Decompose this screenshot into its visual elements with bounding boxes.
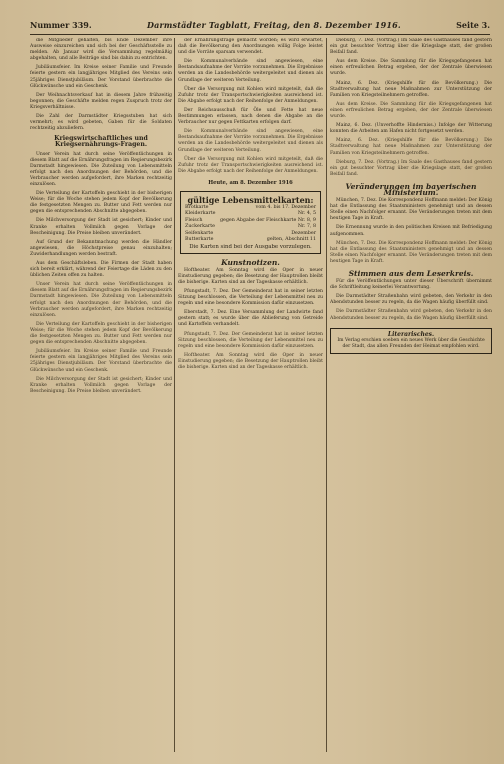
- article-paragraph: Die Verteilung der Kartoffeln geschieht in der bisherigen Weise; für die Woche stehen jedem Kopf der Bevölkerung die festgesetzten Mengen zu. Butter und Fett werden nur gegen die entsprechenden Abschnitte abgegeben.: [30, 321, 172, 346]
- article-paragraph: Die Ernennung wurde in den politischen Kreisen mit Befriedigung aufgenommen.: [330, 225, 492, 237]
- section-heading: Kunstnotizen.: [221, 257, 280, 267]
- article-paragraph: Jubiläumsfeier. Im Kreise seiner Familie und Freunde feierte gestern ein langjähriges Mitglied des Vereins sein 25jähriges Dienstjubiläum. Der Vorstand überbrachte die Glückwünsche und ein Geschenk.: [30, 349, 172, 373]
- page-number: Seite 3.: [456, 20, 490, 30]
- article-paragraph: Für die Veröffentlichungen unter dieser Überschrift übernimmt die Schriftleitung keinerlei Verantwortung.: [330, 279, 492, 291]
- article-paragraph: Jubiläumsfeier. Im Kreise seiner Familie und Freunde feierte gestern ein langjähriges Mitglied des Vereins sein 25jähriges Dienstjubiläum. Der Vorstand überbrachte die Glückwünsche und ein Geschenk.: [30, 65, 172, 89]
- column-1: [30, 38, 172, 754]
- article-paragraph: Aus dem Kreise. Die Sammlung für die Kriegsgefangenen hat einen erfreulichen Betrag ergeben, der der Zentrale überwiesen wurde.: [330, 101, 492, 120]
- column-2: [178, 38, 323, 754]
- article-paragraph: Eberstadt, 7. Dez. Eine Versammlung der Landwirte fand gestern statt; es wurde über die Ablieferung von Getreide und Kartoffeln verhandelt.: [178, 310, 323, 328]
- issue-number: Nummer 339.: [30, 20, 92, 30]
- article-paragraph: Pfungstadt, 7. Dez. Der Gemeinderat hat in seiner letzten Sitzung beschlossen, die Verteilung der Lebensmittel neu zu regeln und eine besondere Kommission dafür einzusetzen.: [178, 331, 323, 349]
- newspaper-title: Darmstädter Tagblatt, Freitag, den 8. Dezember 1916.: [146, 20, 401, 30]
- section-heading: Kriegswirtschaftliches und Kriegsernährungs-Fragen.: [54, 135, 148, 149]
- notice-title: Literarisches.: [387, 330, 435, 338]
- article-paragraph: Unser Verein hat durch seine Veröffentlichungen in diesem Blatt auf die Ernährungsfragen im Regierungsbezirk Darmstadt hingewiesen. Die Zuteilung von Lebensmitteln erfolgt nach den Anordnungen der Behörden, und die Verbraucher werden aufgefordert, ihre Marken rechtzeitig einzulösen.: [30, 282, 172, 318]
- ration-value: gelten, Abschnitt 11: [266, 237, 316, 243]
- article-paragraph: Dieburg, 7. Dez. (Vortrag.) Im Saale des Gasthauses fand gestern ein gut besuchter Vortrag über die Kriegslage statt, der großen Beifall fand.: [330, 38, 492, 56]
- article-paragraph: Mainz, 6. Dez. (Kriegshilfe für die Bevölkerung.) Die Stadtverwaltung hat neue Maßnahmen zur Unterstützung der Familien von Kriegsteilnehmern getroffen.: [330, 138, 492, 156]
- ration-label: Fleisch: [185, 217, 203, 223]
- article-paragraph: Der Weihnachtsverkauf hat in diesem Jahre frühzeitig begonnen; die Geschäfte melden regen Zuspruch trotz der Kriegsverhältnisse.: [30, 92, 172, 110]
- ration-label: Butterkarte: [185, 237, 214, 243]
- notice-text: Im Verlag erschien soeben ein neues Werk über die Geschichte der Stadt, das allen Freunden der Heimat empfohlen wird.: [337, 337, 485, 349]
- ration-value: gegen Abgabe der Fleischkarte Nr. 8, 9: [219, 217, 316, 223]
- article-paragraph: Mainz, 6. Dez. (Kriegshilfe für die Bevölkerung.) Die Stadtverwaltung hat neue Maßnahmen zur Unterstützung der Familien von Kriegsteilnehmern getroffen.: [330, 80, 492, 98]
- article-paragraph: Über die Versorgung mit Kohlen wird mitgeteilt, daß die Zufuhr trotz der Transportschwierigkeiten ausreichend ist. Die Abgabe erfolgt nach der Reihenfolge der Anmeldungen.: [178, 86, 323, 104]
- section-heading: Stimmen aus dem Leserkreis.: [348, 269, 474, 278]
- ration-value: Nr. 7, 8: [297, 224, 316, 230]
- article-paragraph: Die Kommunalverbände sind angewiesen, eine Bestandsaufnahme der Vorräte vorzunehmen. Die Ergebnisse werden an die Landesbehörde weitergeleitet und dienen als Grundlage der weiteren Verteilung.: [178, 129, 323, 153]
- article-paragraph: Aus dem Geschäftsleben. Die Firmen der Stadt haben sich bereit erklärt, während der Feiertage die Läden zu den üblichen Zeiten offen zu halten.: [30, 261, 172, 279]
- article-paragraph: der Ernährungsfrage gemacht worden; es wird erwartet, daß die Bevölkerung den Anordnungen willig Folge leistet und die Vorräte sparsam verwendet.: [178, 38, 323, 56]
- article-paragraph: Die Verteilung der Kartoffeln geschieht in der bisherigen Weise; für die Woche stehen jedem Kopf der Bevölkerung die festgesetzten Mengen zu. Butter und Fett werden nur gegen die entsprechenden Abschnitte abgegeben.: [30, 191, 172, 215]
- article-paragraph: Mainz, 6. Dez. (Unverhoffte Hinderniss.) Infolge der Witterung konnten die Arbeiten am Hafen nicht fortgesetzt werden.: [330, 123, 492, 135]
- ration-label: Zuckerkarte: [185, 224, 215, 230]
- ration-label: Brotkarte: [185, 205, 209, 211]
- article-paragraph: München, 7. Dez. Die Korrespondenz Hoffmann meldet: Der König hat die Entlassung des Staatsministers genehmigt und an dessen Stelle einen Nachfolger ernannt. Die Veränderungen treten mit dem heutigen Tage in Kraft.: [330, 240, 492, 264]
- article-paragraph: die Mitglieder gehalten, bis Ende Dezember ihre Ausweise einzureichen und sich bei der Geschäftsstelle zu melden. Ab Januar wird die Versammlung regelmäßig abgehalten, und alle Beiträge sind bis dahin zu entrichten.: [30, 38, 172, 62]
- literary-notice: [330, 328, 492, 354]
- article-paragraph: Hoftheater. Am Sonntag wird die Oper in neuer Einstudierung gegeben; die Besetzung der Hauptrollen bleibt die bisherige. Karten sind an der Tageskasse erhältlich.: [178, 352, 323, 370]
- article-paragraph: Aus dem Kreise. Die Sammlung für die Kriegsgefangenen hat einen erfreulichen Betrag ergeben, der der Zentrale überwiesen wurde.: [330, 59, 492, 77]
- date-notice: Heute, am 8. Dezember 1916: [208, 179, 293, 186]
- article-paragraph: Die Darmstädter Straßenbahn wird gebeten, den Verkehr in den Abendstunden besser zu regeln, da die Wagen häufig überfüllt sind.: [330, 294, 492, 306]
- article-paragraph: Die Kommunalverbände sind angewiesen, eine Bestandsaufnahme der Vorräte vorzunehmen. Die Ergebnisse werden an die Landesbehörde weitergeleitet und dienen als Grundlage der weiteren Verteilung.: [178, 59, 323, 83]
- ration-note: Die Karten sind bei der Ausgabe vorzulegen.: [189, 243, 312, 250]
- article-paragraph: Der Reichsausschuß für Öle und Fette hat neue Bestimmungen erlassen, nach denen die Abgabe an die Verbraucher nur gegen Fettkarten erfolgen darf.: [178, 107, 323, 126]
- ration-value: Nr. 4, 5: [297, 211, 316, 217]
- article-paragraph: Dieburg, 7. Dez. (Vortrag.) Im Saale des Gasthauses fand gestern ein gut besuchter Vortrag über die Kriegslage statt, der großen Beifall fand.: [330, 159, 492, 177]
- article-paragraph: Auf Grund der Bekanntmachung werden die Händler angewiesen, die Höchstpreise genau einzuhalten; Zuwiderhandlungen werden bestraft.: [30, 239, 172, 257]
- ration-value: vom 4. bis 17. Dezember: [255, 205, 316, 211]
- article-paragraph: München, 7. Dez. Die Korrespondenz Hoffmann meldet: Der König hat die Entlassung des Staatsministers genehmigt und an dessen Stelle einen Nachfolger ernannt. Die Veränderungen treten mit dem heutigen Tage in Kraft.: [330, 198, 492, 222]
- column-divider: [174, 38, 175, 752]
- ration-label: Kleiderkarte: [185, 211, 216, 217]
- article-paragraph: Pfungstadt, 7. Dez. Der Gemeinderat hat in seiner letzten Sitzung beschlossen, die Verteilung der Lebensmittel neu zu regeln und eine besondere Kommission dafür einzusetzen.: [178, 288, 323, 307]
- column-3: [330, 38, 492, 754]
- article-paragraph: Unser Verein hat durch seine Veröffentlichungen in diesem Blatt auf die Ernährungsfragen im Regierungsbezirk Darmstadt hingewiesen. Die Zuteilung von Lebensmitteln erfolgt nach den Anordnungen der Behörden, und die Verbraucher werden aufgefordert, ihre Marken rechtzeitig einzulösen.: [30, 151, 172, 187]
- section-heading: Veränderungen im bayerischen Ministerium.: [345, 181, 477, 197]
- column-divider: [326, 38, 327, 752]
- article-paragraph: Die Milchversorgung der Stadt ist gesichert; Kinder und Kranke erhalten Vollmilch gegen Vorlage der Bescheinigung. Die Preise bleiben unverändert.: [30, 218, 172, 236]
- ration-card-box: [180, 191, 321, 254]
- article-paragraph: Die Zahl der Darmstädter Kriegsstuben hat sich vermehrt; es wird gebeten, Gaben für die Soldaten rechtzeitig abzuliefern.: [30, 114, 172, 132]
- article-paragraph: Hoftheater. Am Sonntag wird die Oper in neuer Einstudierung gegeben; die Besetzung der Hauptrollen bleibt die bisherige. Karten sind an der Tageskasse erhältlich.: [178, 267, 323, 285]
- ration-label: Seifenkarte: [185, 230, 214, 236]
- ration-box-title: gültige Lebensmittelkarten:: [187, 194, 314, 205]
- article-paragraph: Die Darmstädter Straßenbahn wird gebeten, den Verkehr in den Abendstunden besser zu regeln, da die Wagen häufig überfüllt sind.: [330, 309, 492, 321]
- page-header: [30, 20, 490, 35]
- ration-value: Dezember: [291, 230, 316, 236]
- article-paragraph: Die Milchversorgung der Stadt ist gesichert; Kinder und Kranke erhalten Vollmilch gegen Vorlage der Bescheinigung. Die Preise bleiben unverändert.: [30, 376, 172, 394]
- article-paragraph: Über die Versorgung mit Kohlen wird mitgeteilt, daß die Zufuhr trotz der Transportschwierigkeiten ausreichend ist. Die Abgabe erfolgt nach der Reihenfolge der Anmeldungen.: [178, 156, 323, 174]
